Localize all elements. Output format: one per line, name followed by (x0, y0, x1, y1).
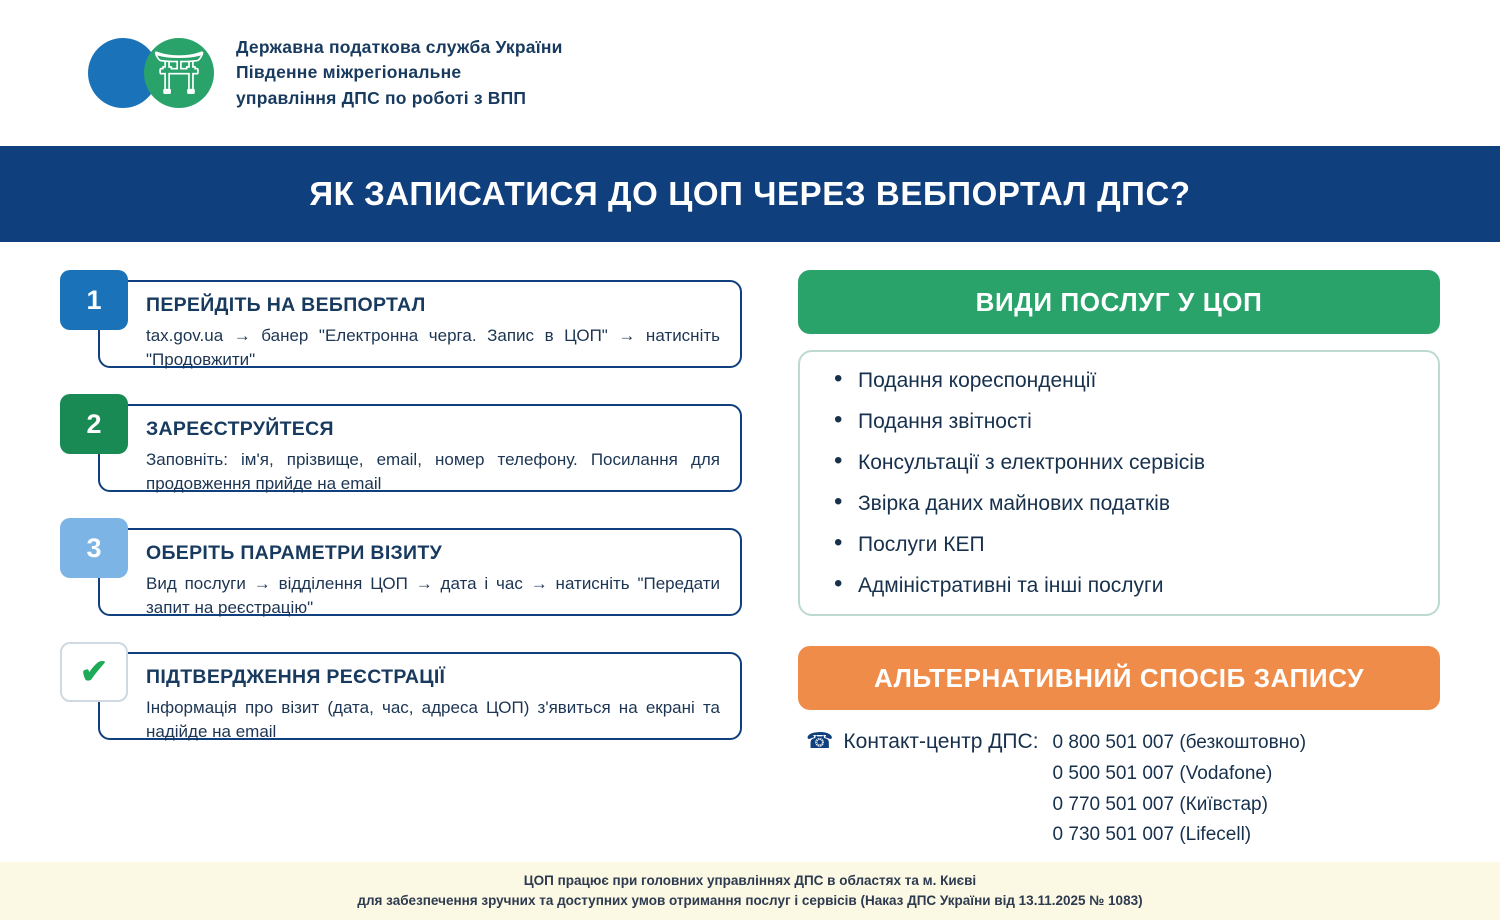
page-title: ЯК ЗАПИСАТИСЯ ДО ЦОП ЧЕРЕЗ ВЕБПОРТАЛ ДПС? (309, 175, 1191, 212)
step-card (98, 404, 742, 492)
org-line-2: Південне міжрегіональне (236, 62, 462, 83)
list-item: • Консультації з електронних сервісів (828, 452, 1410, 473)
check-mark-icon: ✔ (60, 642, 128, 702)
footer-line-1: ЦОП працює при головних управліннях ДПС в областях та м. Києві (523, 872, 977, 888)
step-card (98, 652, 742, 740)
step-title: ЗАРЕЄСТРУЙТЕСЯ (146, 418, 334, 440)
step-number-badge: 1 (60, 270, 128, 330)
title-banner (0, 146, 1500, 242)
phone-number: 0 800 501 007 (безкоштовно) (1052, 732, 1307, 753)
page-header (0, 0, 1500, 146)
phone-icon: ☎ (806, 729, 834, 754)
step-item (60, 394, 742, 492)
organization-name (236, 35, 563, 111)
right-column (798, 270, 1440, 851)
main-content (0, 242, 1500, 851)
steps-column (60, 270, 742, 851)
logo-group (88, 38, 214, 108)
list-item: • Подання звітності (828, 411, 1410, 432)
list-item: • Звірка даних майнових податків (828, 493, 1410, 514)
contact-center-label: Контакт-центр ДПС: (843, 730, 1039, 753)
footer-line-2: для забезпечення зручних та доступних умов отримання послуг і сервісів (Наказ ДПС України від 13.11.2025 № 1083) (357, 893, 1143, 908)
list-item: • Адміністративні та інші послуги (828, 575, 1410, 596)
step-title: ПЕРЕЙДІТЬ НА ВЕБПОРТАЛ (146, 294, 426, 316)
list-item: • Послуги КЕП (828, 534, 1410, 555)
step-item (60, 270, 742, 368)
trident-glyph: ⛩ (152, 48, 206, 97)
phone-number: 0 770 501 007 (Київстар) (1052, 793, 1268, 815)
org-line-3: управління ДПС по роботі з ВПП (236, 87, 527, 108)
step-description: tax.gov.ua → банер "Електронна черга. Запис в ЦОП" → натисніть "Продовжити" (146, 326, 720, 370)
step-item (60, 642, 742, 740)
step-description: Заповніть: ім'я, прізвище, email, номер телефону. Посилання для продовження прийде на email (146, 450, 720, 494)
alternative-heading: АЛЬТЕРНАТИВНИЙ СПОСІБ ЗАПИСУ (798, 646, 1440, 710)
phone-number: 0 500 501 007 (Vodafone) (1052, 762, 1273, 784)
services-heading: ВИДИ ПОСЛУГ У ЦОП (798, 270, 1440, 334)
org-line-1: Державна податкова служба України (236, 36, 563, 57)
phone-number-list (1053, 728, 1307, 851)
step-card (98, 280, 742, 368)
step-description: Інформація про візит (дата, час, адреса ЦОП) з'явиться на екрані та надійде на email (146, 698, 720, 742)
step-description: Вид послуги → відділення ЦОП → дата і час → натисніть "Передати запит на реєстрацію" (146, 574, 720, 618)
step-title: ПІДТВЕРДЖЕННЯ РЕЄСТРАЦІЇ (146, 666, 446, 688)
contact-center-row (798, 728, 1440, 851)
services-list (828, 370, 1410, 596)
alternative-block (798, 646, 1440, 851)
page-footer (0, 862, 1500, 920)
services-list-box (798, 350, 1440, 616)
step-card (98, 528, 742, 616)
step-title: ОБЕРІТЬ ПАРАМЕТРИ ВІЗИТУ (146, 542, 443, 564)
trident-emblem-icon (144, 38, 214, 108)
step-number-badge: 3 (60, 518, 128, 578)
list-item: • Подання кореспонденції (828, 370, 1410, 391)
step-number-badge: 2 (60, 394, 128, 454)
step-item (60, 518, 742, 616)
phone-number: 0 730 501 007 (Lifecell) (1052, 824, 1252, 846)
